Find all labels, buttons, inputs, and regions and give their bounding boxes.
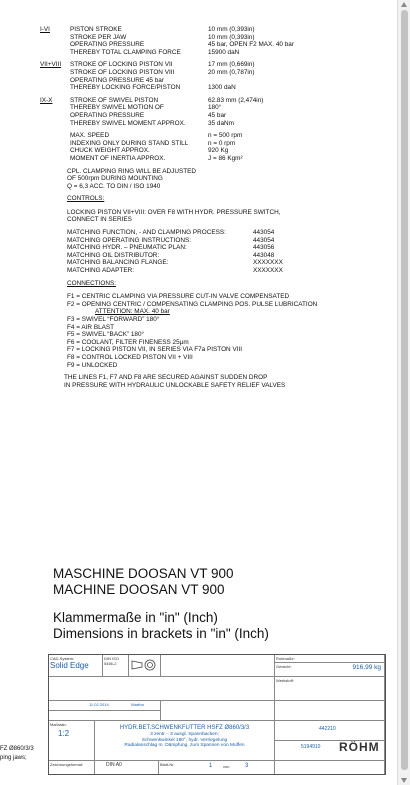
- connection-line: F9 = UNLOCKED: [67, 361, 118, 369]
- rohmass-label: Rohmaße:: [276, 656, 295, 661]
- rohmass-cell: [275, 655, 385, 663]
- matching-text: MATCHING FUNCTION, - AND CLAMPING PROCESS:: [67, 229, 226, 237]
- technical-notes: [40, 26, 385, 389]
- din-label: DIN ISO 5456-2: [104, 656, 119, 666]
- sheet-of: von: [223, 764, 230, 769]
- spec-value: 10 mm (0,393in): [208, 33, 255, 41]
- format-value: DIN A0: [106, 762, 122, 768]
- matching-value: XXXXXXX: [253, 267, 283, 275]
- dimension-line: Dimensions in brackets in "in" (Inch): [53, 626, 269, 641]
- matching-value: 443048: [253, 251, 275, 259]
- matching-value: XXXXXXX: [253, 259, 283, 267]
- spec-value: 17 mm (0,669in): [208, 61, 255, 69]
- cpl-line: OF 500rpm DURING MOUNTING: [67, 175, 163, 183]
- roehm-logo: RÖHM: [339, 741, 380, 754]
- drawing-subtitle: 3 zentr. - 3 ausgl. Spannbacken;: [150, 732, 219, 737]
- connection-line: F2 = OPENING CENTRIC / COMPENSATING CLAMPING POS. PULSE LUBRICATION: [67, 300, 318, 308]
- format-label-cell: [49, 761, 95, 774]
- cutoff-line: ping jaws;: [0, 755, 27, 761]
- drawing-title: HYDR.BET.SCHWENKFUTTER HSFZ Ø860/3/3: [119, 725, 250, 731]
- spec-text: STROKE OF LOCKING PISTON VIII: [70, 68, 175, 76]
- matching-value: 443054: [253, 236, 275, 244]
- machine-values: [70, 132, 385, 162]
- spec-label: I-VI: [40, 26, 50, 33]
- spec-block-ix-x: [40, 97, 385, 127]
- sheet-cell: [159, 761, 275, 774]
- connection-line: ATTENTION: MAX. 40 bar: [95, 308, 170, 316]
- spec-value: 15900 daN: [208, 48, 240, 56]
- vertical-scrollbar[interactable]: [397, 0, 410, 785]
- matching-list: [67, 229, 385, 275]
- format-cell: [95, 761, 159, 774]
- matching-value: 443056: [253, 244, 275, 252]
- spec-text: STROKE OF LOCKING PISTON VII: [70, 61, 173, 69]
- spec-text: STROKE PER JAW: [70, 33, 127, 41]
- spec-value: 10 mm (0,393in): [208, 26, 255, 33]
- sheet-label: Blatt-Nr.: [160, 762, 175, 767]
- spec-value: 45 bar, OPEN F2 MAX. 40 bar: [208, 41, 294, 49]
- spec-text: THEREBY LOCKING FORCE/PISTON: [70, 84, 181, 92]
- machine-value: 920 Kg: [208, 147, 229, 155]
- connection-line: F7 = LOCKING PISTON VII, IN SERIES VIA F7a PISTON VIII: [67, 346, 243, 354]
- machine-line: MASCHINE DOOSAN VT 900: [53, 566, 234, 581]
- safety-line: IN PRESSURE WITH HYDRAULIC UNLOCKABLE SAFETY RELIEF VALVES: [64, 381, 286, 389]
- connection-line: F6 = COOLANT, FILTER FINENESS 25µm: [67, 338, 189, 346]
- ka-number: 5194910: [301, 744, 321, 750]
- spec-text: THEREBY TOTAL CLAMPING FORCE: [70, 48, 181, 56]
- review-cell: [49, 711, 161, 721]
- controls-line: CONNECT IN SERIES: [67, 216, 132, 224]
- connection-line: F3 = SWIVEL “FORWARD” 180°: [67, 316, 160, 323]
- spec-label: IX-X: [40, 96, 53, 104]
- cutoff-line: FZ Ø860/3/3: [0, 746, 34, 752]
- machine-value: J = 86 Kgm²: [208, 154, 243, 162]
- connections-heading: CONNECTIONS:: [67, 279, 116, 287]
- cpl-note: [67, 168, 385, 191]
- drawing-number-cell: [275, 721, 385, 741]
- spec-text: OPERATING PRESSURE 45 bar: [70, 76, 164, 84]
- machine-text: INDEXING ONLY DURING STAND STILL: [70, 139, 189, 147]
- spec-label: VII+VIII: [40, 61, 62, 69]
- din-cell: [103, 655, 129, 677]
- title-block: [48, 654, 386, 775]
- usage-cell: [275, 701, 385, 721]
- date-cell: [49, 701, 161, 711]
- spec-text: OPERATING PRESSURE: [70, 41, 145, 49]
- scroll-up-icon[interactable]: [401, 2, 407, 7]
- machine-text: CHUCK WEIGHT APPROX.: [70, 147, 150, 155]
- sheet-number: 1: [209, 763, 213, 769]
- machine-text: MAX. SPEED: [70, 132, 110, 140]
- safety-line: THE LINES F1, F7 AND F8 ARE SECURED AGAINST SUDDEN DROP: [64, 374, 268, 382]
- connection-line: F1 = CENTRIC CLAMPING VIA PRESSURE CUT-IN VALVE COMPENSATED: [67, 293, 290, 301]
- werkstoff-cell: [275, 677, 385, 701]
- projection-symbol-icon: [130, 656, 158, 674]
- connection-line: F4 = AIR BLAST: [67, 323, 115, 331]
- cad-value: Solid Edge: [50, 661, 89, 670]
- blank-cell: [275, 761, 385, 774]
- scale-label: Maßstab:: [50, 722, 67, 727]
- spec-text: THEREBY SWIVEL MOTION OF: [70, 104, 164, 112]
- scroll-down-icon[interactable]: [401, 778, 407, 783]
- surface-cell: [49, 677, 275, 701]
- matching-value: 443054: [253, 229, 275, 237]
- cpl-line: CPL. CLAMPING RING WILL BE ADJUSTED: [67, 167, 197, 175]
- tolerance-cell: [161, 655, 275, 677]
- machine-text: MOMENT OF INERTIA APPROX.: [70, 154, 166, 162]
- matching-text: MATCHING OPERATING INSTRUCTIONS:: [67, 236, 192, 244]
- matching-text: MATCHING BALANCING FLANGE:: [67, 259, 169, 267]
- drawing-subtitle: Schwenkwinkel 180°, hydr. Verriegelung: [141, 737, 228, 743]
- spec-value: 20 mm (0,787in): [208, 68, 255, 76]
- machine-value: n = 500 rpm: [208, 132, 243, 140]
- projection-cell: [129, 655, 161, 677]
- check-cell: [161, 701, 275, 721]
- spec-value: 1300 daN: [208, 84, 236, 92]
- spec-text: STROKE OF SWIVEL PISTON: [70, 96, 159, 104]
- safety-note: [64, 374, 385, 389]
- spec-block-i-vi: [40, 26, 385, 56]
- ka-cell: [275, 741, 385, 761]
- spec-value: 180°: [208, 104, 222, 112]
- title-cell: [95, 721, 275, 761]
- werkstoff-label: Werkstoff:: [276, 678, 294, 683]
- weight-label: Gewicht:: [276, 664, 292, 669]
- matching-text: MATCHING HYDR. – PNEUMATIC PLAN:: [67, 244, 187, 252]
- cpl-line: Q = 6,3 ACC. TO DIN / ISO 1940: [67, 182, 161, 190]
- sheet-total: 3: [245, 763, 249, 769]
- spec-text: THEREBY SWIVEL MOMENT APPROX.: [70, 119, 186, 127]
- controls-heading: CONTROLS:: [67, 195, 105, 203]
- weight-cell: [275, 663, 385, 677]
- cad-label: CAD-System:: [50, 656, 75, 661]
- scale-cell: [49, 721, 95, 761]
- spec-block-vii-viii: [40, 61, 385, 91]
- machine-value: n = 0 rpm: [208, 139, 236, 147]
- date-value: 11.02.2014: [89, 702, 109, 707]
- scroll-thumb[interactable]: [401, 10, 408, 770]
- controls-line: LOCKING PISTON VII+VIII: OVER F8 WITH HYDR. PRESSURE SWITCH,: [67, 208, 281, 216]
- scale-value: 1:2: [58, 729, 70, 738]
- dimension-line: Klammermaße in "in" (Inch): [53, 610, 218, 625]
- machine-line: MACHINE DOOSAN VT 900: [53, 582, 225, 597]
- cad-cell: [49, 655, 103, 677]
- spec-text: PISTON STROKE: [70, 26, 122, 33]
- author-value: Wartha: [131, 702, 144, 707]
- spec-value: 62.83 mm (2,474in): [208, 96, 264, 104]
- drawing-subtitle: Radialanschlag m. Dämpfung, zum Spannen von Muffen: [124, 743, 245, 749]
- spec-value: 45 bar: [208, 111, 227, 119]
- spec-text: OPERATING PRESSURE: [70, 111, 145, 119]
- matching-text: MATCHING ADAPTER:: [67, 267, 134, 275]
- connection-line: F5 = SWIVEL “BACK” 180°: [67, 331, 145, 339]
- connections-list: [67, 280, 385, 370]
- spec-value: 35 daNm: [208, 119, 234, 127]
- weight-value: 916,99 kg: [352, 664, 381, 671]
- matching-text: MATCHING OIL DISTRIBUTOR:: [67, 251, 160, 259]
- connection-line: F8 = CONTROL LOCKED PISTON VII + VIII: [67, 353, 193, 361]
- drawing-number: 442210: [319, 726, 336, 732]
- format-label: Zeichnungsformat:: [50, 762, 84, 767]
